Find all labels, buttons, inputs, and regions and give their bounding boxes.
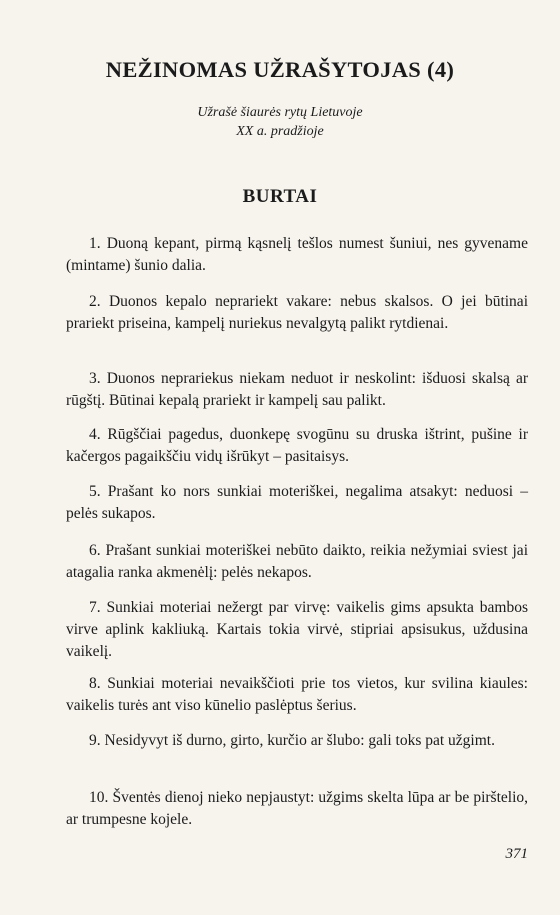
section-title: BURTAI bbox=[242, 186, 318, 207]
paragraph-6: 6. Prašant sunkiai moteriškei nebūto daikto, reikia nežymiai sviest jai atagalia ranka akmenėlį: pelės nekapos. bbox=[66, 542, 528, 581]
paragraph-5: 5. Prašant ko nors sunkiai moteriškei, negalima atsakyt: neduosi – pelės sukapos. bbox=[66, 483, 528, 522]
paragraph-4: 4. Rūgščiai pagedus, duonkepę svogūnu su druska ištrint, pušine ir kačergos pagaikščiu vidų išrūkyt – pasitaisys. bbox=[66, 426, 528, 465]
paragraph-3: 3. Duonos neprariekus niekam neduot ir neskolint: išduosi skalsą ar rūgštį. Būtinai kepalą prariekt ir kampelį sau palikt. bbox=[66, 370, 528, 409]
paragraph-8: 8. Sunkiai moteriai nevaikščioti prie tos vietos, kur svilina kiaules: vaikelis turės ant viso kūnelio paslėptus šerius. bbox=[66, 675, 528, 714]
paragraph-1: 1. Duoną kepant, pirmą kąsnelį tešlos numest šuniui, nes gyvename (mintame) šunio dalia. bbox=[66, 235, 528, 274]
paragraph-2: 2. Duonos kepalo neprariekt vakare: nebus skalsos. O jei būtinai prariekt priseina, kampelį nuriekus nevalgytą palikt rytdienai. bbox=[66, 293, 528, 332]
subtitle-line-2: XX a. pradžioje bbox=[236, 124, 324, 139]
page-title: NEŽINOMAS UŽRAŠYTOJAS (4) bbox=[105, 57, 455, 82]
page-number: 371 bbox=[505, 846, 528, 862]
subtitle-line-1: Užrašė šiaurės rytų Lietuvoje bbox=[197, 105, 363, 120]
paragraph-9: 9. Nesidyvyt iš durno, girto, kurčio ar šlubo: gali toks pat užgimt. bbox=[89, 732, 495, 749]
paragraph-10: 10. Šventės dienoj nieko nepjaustyt: užgims skelta lūpa ar be pirštelio, ar trumpesne kojele. bbox=[66, 789, 528, 828]
paragraph-7: 7. Sunkiai moteriai nežergt par virvę: vaikelis gims apsukta bambos virve aplink kakliuką. Kartais tokia virvė, stipriai apsisukus, uždusina vaikelį. bbox=[66, 599, 528, 660]
